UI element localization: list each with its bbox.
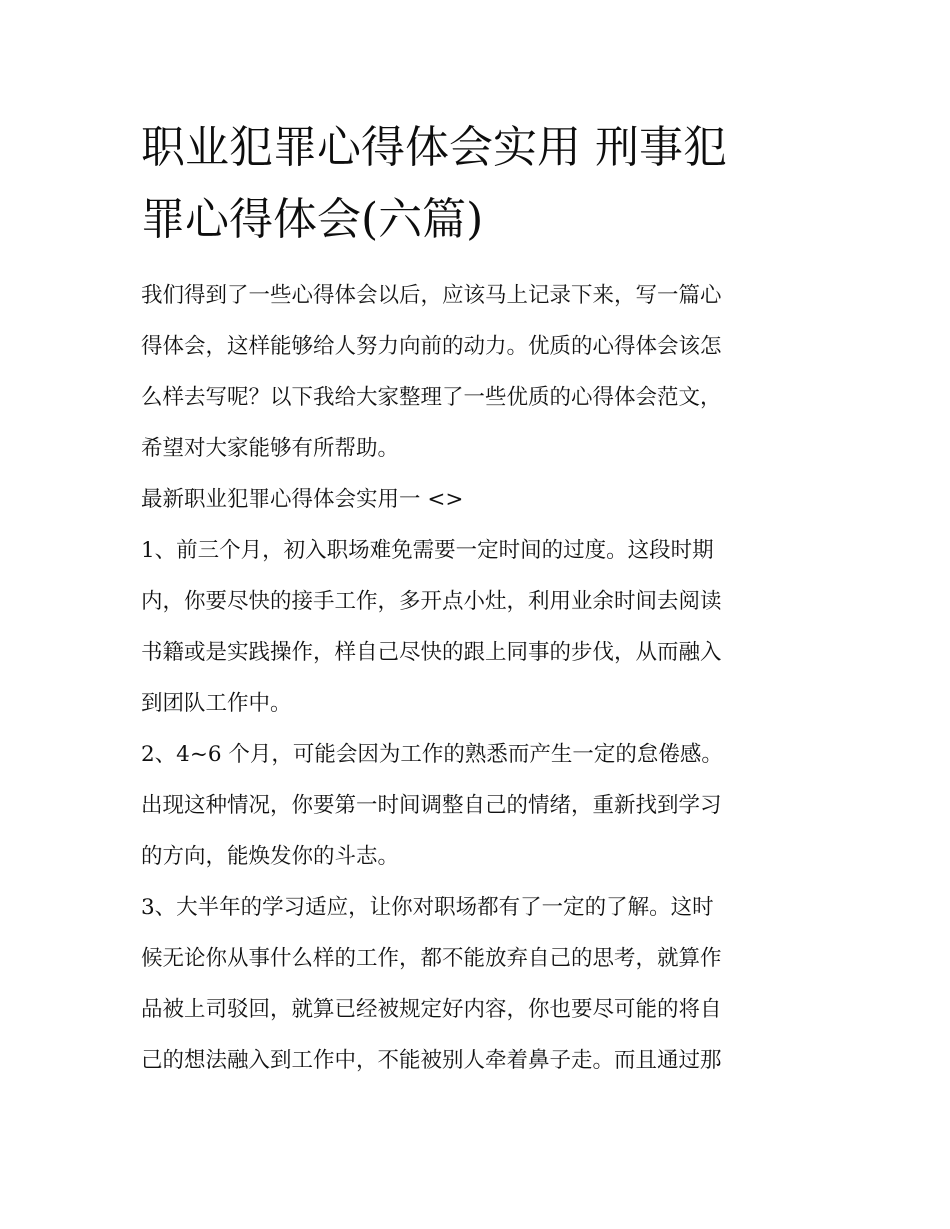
text-line: 得体会，这样能够给人努力向前的动力。优质的心得体会该怎: [141, 334, 722, 359]
text-line: 出现这种情况，你要第一时间调整自己的情绪，重新找到学习: [141, 793, 722, 818]
list-item-3: [141, 882, 813, 1086]
text-line: 么样去写呢？以下我给大家整理了一些优质的心得体会范文，: [141, 385, 722, 410]
document-title: [141, 112, 813, 256]
document-page: [141, 112, 813, 1086]
text-line: 3、大半年的学习适应，让你对职场都有了一定的了解。这时: [141, 895, 714, 920]
title-line: 罪心得体会(六篇): [141, 194, 484, 245]
text-line: 到团队工作中。: [141, 691, 292, 716]
text-line: 1、前三个月，初入职场难免需要一定时间的过度。这段时期: [141, 538, 714, 563]
text-line: 2、4~6 个月，可能会因为工作的熟悉而产生一定的怠倦感。: [141, 742, 723, 767]
text-line: 品被上司驳回，就算已经被规定好内容，你也要尽可能的将自: [141, 997, 722, 1022]
intro-paragraph: [141, 270, 813, 474]
section-heading: [141, 474, 813, 525]
text-line: 的方向，能焕发你的斗志。: [141, 844, 400, 869]
text-line: 最新职业犯罪心得体会实用一 <>: [141, 487, 464, 512]
list-item-1: [141, 525, 813, 729]
text-line: 己的想法融入到工作中，不能被别人牵着鼻子走。而且通过那: [141, 1048, 722, 1073]
list-item-2: [141, 729, 813, 882]
text-line: 我们得到了一些心得体会以后，应该马上记录下来，写一篇心: [141, 283, 722, 308]
text-line: 内，你要尽快的接手工作，多开点小灶，利用业余时间去阅读: [141, 589, 722, 614]
text-line: 候无论你从事什么样的工作，都不能放弃自己的思考，就算作: [141, 946, 722, 971]
title-line: 职业犯罪心得体会实用 刑事犯: [141, 122, 727, 173]
text-line: 书籍或是实践操作，样自己尽快的跟上同事的步伐，从而融入: [141, 640, 722, 665]
document-body: [141, 270, 813, 1086]
text-line: 希望对大家能够有所帮助。: [141, 436, 400, 461]
